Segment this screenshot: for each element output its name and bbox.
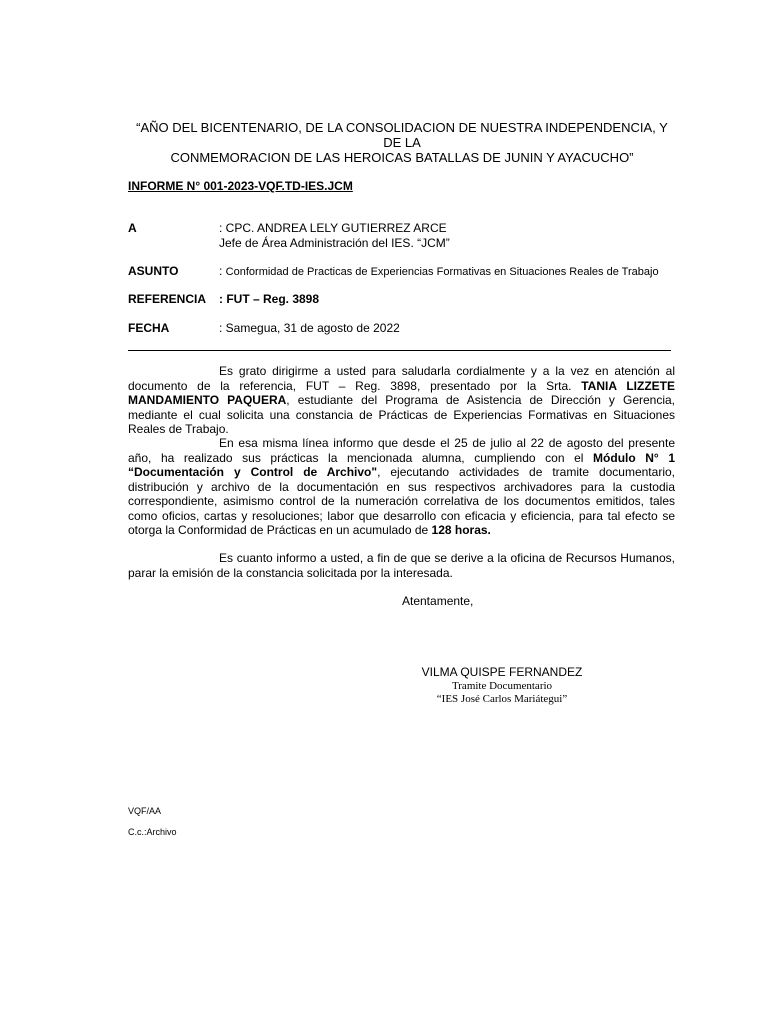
signatory-role: Tramite Documentario [451, 680, 553, 692]
field-asunto-value [219, 264, 659, 278]
p2-text-b: , ejecutando actividades de tramite documentario, distribución y archivo de la documentación en sus respectivos archivadores para la custodia correspondiente, asimismo control de la numeración correlativa de los documentos emitidos, tales como oficios, cartas y resoluciones; labor que desarrollo con eficacia y eficiencia, para tal efecto se otorga la Conformidad de Prácticas en un acumulado de [128, 465, 675, 537]
year-heading [128, 120, 676, 165]
footer-cc: C.c.:Archivo [128, 827, 177, 837]
signatory-name: VILMA QUISPE FERNANDEZ [421, 665, 583, 679]
report-title: INFORME N° 001-2023-VQF.TD-IES.JCM [128, 179, 353, 193]
p1-text-a: Es grato dirigirme a usted para saludarla cordialmente y a la vez en atención al documento de la referencia, FUT – Reg. 3898, presentado por la Srta. [128, 364, 675, 393]
field-a-label: A [128, 221, 137, 235]
body-paragraph-3: Es cuanto informo a usted, a fin de que se derive a la oficina de Recursos Humanos, parar la emisión de la constancia solicitada por la interesada. [128, 551, 675, 580]
field-a-value: : CPC. ANDREA LELY GUTIERREZ ARCE [219, 221, 447, 235]
field-asunto-prefix: : [219, 264, 226, 278]
field-fecha-label: FECHA [128, 321, 170, 335]
header-divider [128, 350, 671, 351]
field-referencia-value: : FUT – Reg. 3898 [219, 292, 320, 306]
body-paragraph-1 [128, 364, 675, 437]
p1-text-b: , estudiante del Programa de Asistencia de Dirección y Gerencia, mediante el cual solicita una constancia de Prácticas de Experiencias Formativas en Situaciones Reales de Trabajo. [128, 393, 676, 436]
field-a-position: Jefe de Área Administración del IES. “JCM” [219, 236, 450, 250]
footer-initials: VQF/AA [128, 806, 162, 816]
body-paragraph-2 [128, 436, 675, 538]
field-asunto-text: Conformidad de Practicas de Experiencias Formativas en Situaciones Reales de Trabajo [225, 266, 659, 278]
signatory-institution: “IES José Carlos Mariátegui” [436, 693, 568, 705]
field-referencia-label: REFERENCIA [128, 292, 207, 306]
student-name: TANIA LIZZETE MANDAMIENTO PAQUERA [128, 378, 675, 407]
hours-total: 128 horas. [431, 523, 491, 537]
field-asunto-label: ASUNTO [128, 264, 179, 278]
module-name: Módulo N° 1 “Documentación y Control de Archivo" [128, 450, 675, 479]
year-heading-line-1: “AÑO DEL BICENTENARIO, DE LA CONSOLIDACION DE NUESTRA INDEPENDENCIA, Y DE LA [136, 120, 668, 150]
p2-text-a: En esa misma línea informo que desde el 25 de julio al 22 de agosto del presente año, ha realizado sus prácticas la mencionada alumna, cumpliendo con el [128, 436, 675, 465]
closing-text: Atentamente, [402, 594, 474, 608]
field-fecha-value: : Samegua, 31 de agosto de 2022 [219, 321, 400, 335]
year-heading-line-2: CONMEMORACION DE LAS HEROICAS BATALLAS DE JUNIN Y AYACUCHO” [170, 150, 634, 165]
